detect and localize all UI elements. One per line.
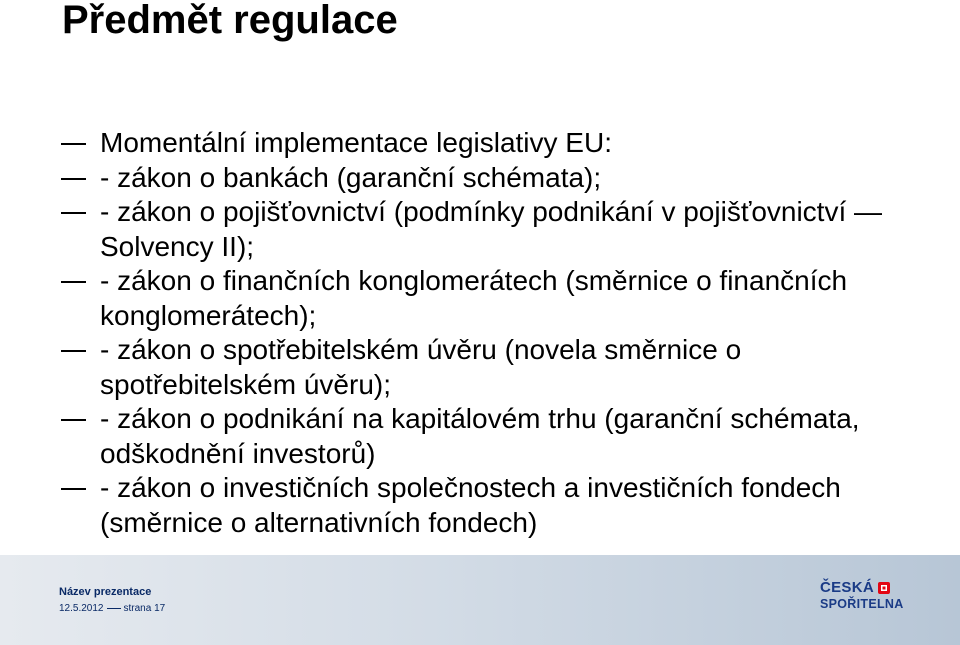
dash-bullet-icon	[61, 281, 86, 283]
bullet-item	[0, 195, 960, 264]
bullet-text: - zákon o bankách (garanční schémata);	[100, 161, 602, 193]
footer-meta	[59, 603, 165, 614]
dash-bullet-icon	[61, 488, 86, 490]
page-number: strana 17	[123, 603, 166, 614]
bullet-text: - zákon o investičních společnostech a investičních fondech (směrnice o alternativních fondech)	[100, 472, 849, 538]
slide-date: 12.5.2012	[59, 603, 104, 614]
dash-bullet-icon	[61, 419, 86, 421]
logo-text-line1: ČESKÁ	[820, 579, 875, 596]
bullet-text: - zákon o spotřebitelském úvěru (novela směrnice o spotřebitelském úvěru);	[100, 334, 749, 400]
dash-bullet-icon	[61, 350, 86, 352]
logo-mark-icon	[878, 582, 890, 594]
bullet-item	[0, 161, 960, 196]
bullet-text: Momentální implementace legislativy EU:	[100, 127, 612, 158]
bullet-item	[0, 264, 960, 333]
bullet-text: - zákon o podnikání na kapitálovém trhu (garanční schémata, odškodnění investorů)	[100, 403, 868, 469]
bullet-list	[0, 126, 960, 540]
dash-bullet-icon	[61, 212, 86, 214]
bullet-text: - zákon o finančních konglomerátech (směrnice o finančních konglomerátech);	[100, 265, 855, 331]
bullet-item	[0, 471, 960, 540]
bullet-item	[0, 402, 960, 471]
bullet-item	[0, 333, 960, 402]
slide-footer	[0, 555, 960, 645]
dash-bullet-icon	[61, 143, 86, 145]
slide-title: Předmět regulace	[62, 0, 398, 42]
bullet-text: - zákon o pojišťovnictví (podmínky podnikání v pojišťovnictví — Solvency II);	[100, 196, 890, 262]
presentation-name: Název prezentace	[59, 586, 152, 598]
logo-text-line2: SPOŘITELNA	[820, 597, 904, 611]
dash-bullet-icon	[61, 178, 86, 180]
ceska-sporitelna-logo	[820, 579, 904, 612]
separator-dash	[107, 608, 121, 609]
bullet-item	[0, 126, 960, 161]
